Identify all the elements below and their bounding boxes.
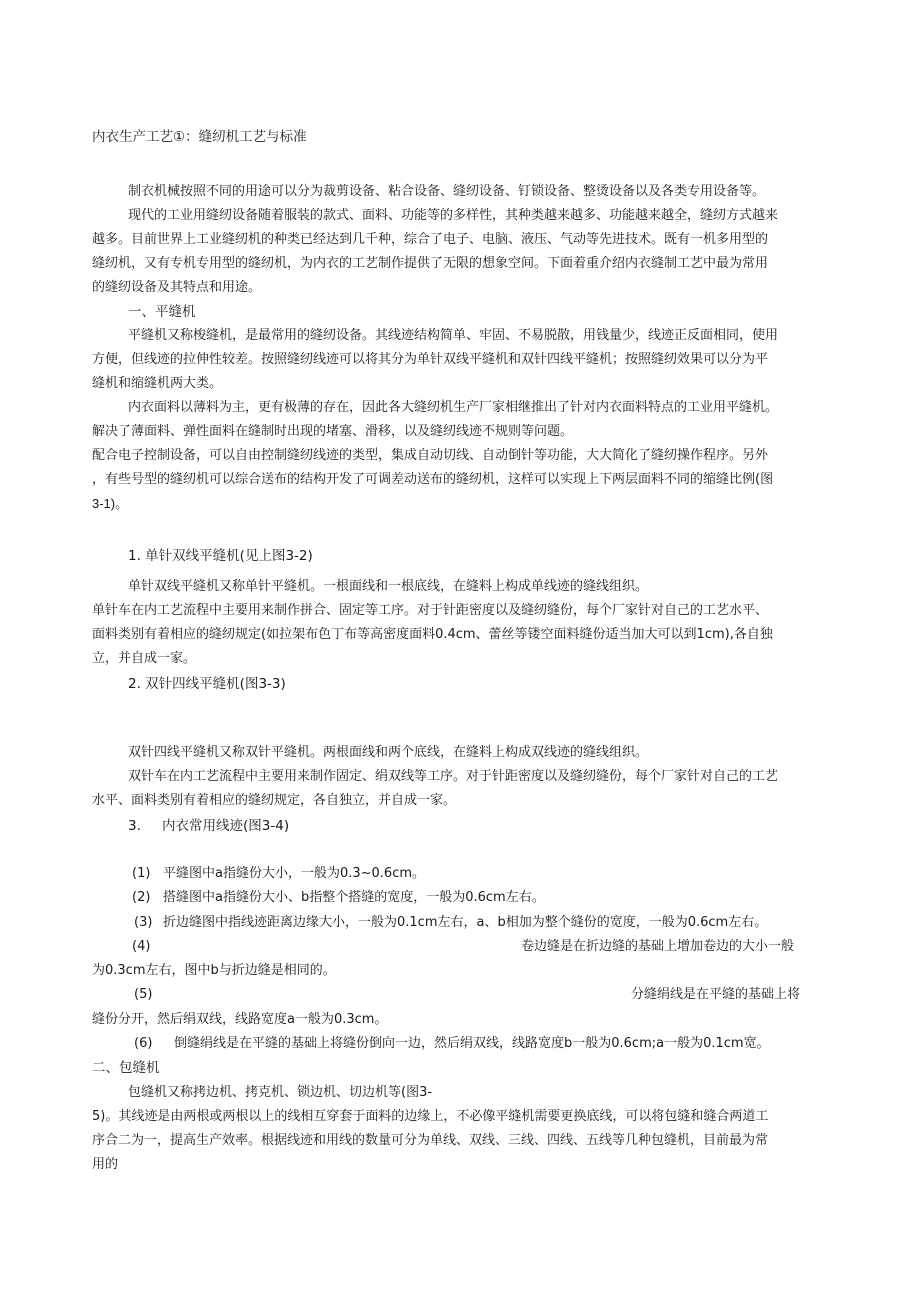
stitch-item-text: 搭缝图中a指缝份大小、b指整个搭缝的宽度，一般为0.6cm左右。: [163, 890, 545, 905]
sub1-paragraph-2-line: 面料类别有着相应的缝纫规定(如拉架布色丁布等高密度面料0.4cm、蕾丝等镂空面料缝份适当加大可以到1cm),各自独: [92, 627, 773, 642]
stitch-item-number: (5): [134, 987, 153, 1002]
intro-paragraph-2-line: 缝纫机，又有专机专用型的缝纫机，为内衣的工艺制作提供了无限的想象空间。下面着重介绍内衣缝制工艺中最为常用: [92, 256, 769, 271]
section1-paragraph-3-line: 3-1)。: [92, 496, 129, 511]
section-heading-overlock: 二、包缝机: [92, 1060, 160, 1076]
sub2-paragraph-1: 双针四线平缝机又称双针平缝机。两根面线和两个底线，在缝料上构成双线迹的缝线组织。: [128, 745, 649, 760]
subsection-heading-stitches: 内衣常用线迹(图3-4): [162, 818, 290, 834]
intro-paragraph-2-line: 现代的工业用缝纫设备随着服装的款式、面料、功能等的多样性，其种类越来越多、功能越来越全，缝纫方式越来: [128, 208, 779, 223]
subsection-heading-single-needle: 1. 单针双线平缝机(见上图3-2): [128, 548, 313, 564]
section1-paragraph-3-line: 配合电子控制设备，可以自由控制缝纫线迹的类型，集成自动切线、自动倒针等功能，大大简化了缝纫操作程序。另外: [92, 448, 769, 463]
section1-paragraph-1-line: 方便，但线迹的拉伸性较差。按照缝纫线迹可以将其分为单针双线平缝机和双针四线平缝机；按照缝纫效果可以分为平: [92, 352, 769, 367]
doc-title: 内衣生产工艺①：缝纫机工艺与标准: [92, 129, 307, 145]
stitch-item-text: 平缝图中a指缝份大小，一般为0.3~0.6cm。: [163, 866, 426, 881]
sub1-paragraph-1: 单针双线平缝机又称单针平缝机。一根面线和一根底线，在缝料上构成单线迹的缝线组织。: [128, 579, 649, 594]
stitch-item-text: 卷边缝是在折边缝的基础上增加卷边的大小一般: [521, 939, 795, 954]
stitch-item-continuation: 为0.3cm左右，图中b与折边缝是相同的。: [92, 963, 336, 978]
section2-paragraph-line: 包缝机又称拷边机、拷克机、锁边机、切边机等(图3-: [128, 1085, 433, 1100]
stitch-item-number: (6): [134, 1036, 153, 1051]
section2-paragraph-line: 5)。其线迹是由两根或两根以上的线相互穿套于面料的边缘上，不必像平缝机需要更换底线，可以将包缝和缝合两道工: [92, 1109, 769, 1124]
stitch-item-continuation: 缝份分开，然后绢双线，线路宽度a一般为0.3cm。: [92, 1012, 388, 1027]
sub2-paragraph-2-line: 水平、面料类别有着相应的缝纫规定，各自独立，并自成一家。: [92, 793, 457, 808]
stitch-item-text: 分缝绢线是在平缝的基础上将: [631, 987, 801, 1002]
intro-paragraph-2-line: 越多。目前世界上工业缝纫机的种类已经达到几千种，综合了电子、电脑、液压、气动等先进技术。既有一机多用型的: [92, 232, 769, 247]
section1-paragraph-2-line: 解决了薄面料、弹性面料在缝制时出现的堵塞、滑移，以及缝纫线迹不规则等问题。: [92, 424, 574, 439]
subsection-heading-number: 3.: [128, 818, 141, 834]
section-heading-flat-sewing: 一、平缝机: [128, 304, 196, 320]
stitch-item-number: (4): [132, 939, 151, 954]
section1-paragraph-3-line: ，有些号型的缝纫机可以综合送布的结构开发了可调差动送布的缝纫机，这样可以实现上下两层面料不同的缩缝比例(图: [92, 472, 774, 487]
stitch-item-number: (3): [134, 915, 153, 930]
sub1-paragraph-2-line: 单针车在内工艺流程中主要用来制作拼合、固定等工序。对于针距密度以及缝纫缝份，每个厂家针对自己的工艺水平、: [92, 603, 769, 618]
section1-paragraph-1-line: 缝机和缩缝机两大类。: [92, 376, 223, 391]
stitch-item-number: (2): [132, 890, 151, 905]
subsection-heading-double-needle: 2. 双针四线平缝机(图3-3): [128, 676, 286, 692]
section1-paragraph-1-line: 平缝机又称梭缝机，是最常用的缝纫设备。其线迹结构简单、牢固、不易脱散，用钱量少，线迹正反面相同，使用: [128, 328, 779, 343]
stitch-item-text: 倒缝绢线是在平缝的基础上将缝份倒向一边，然后绢双线，线路宽度b一般为0.6cm;a一般为0.1cm宽。: [174, 1036, 770, 1051]
sub1-paragraph-2-line: 立，并自成一家。: [92, 651, 197, 666]
intro-paragraph-2-line: 的缝纫设备及其特点和用途。: [92, 280, 262, 295]
stitch-item-text: 折边缝图中指线迹距离边缘大小，一般为0.1cm左右，a、b相加为整个缝份的宽度，一般为0.6cm左右。: [163, 915, 768, 930]
section2-paragraph-line: 序合二为一，提高生产效率。根据线迹和用线的数量可分为单线、双线、三线、四线、五线等几种包缝机，目前最为常: [92, 1133, 769, 1148]
sub2-paragraph-2-line: 双针车在内工艺流程中主要用来制作固定、绢双线等工序。对于针距密度以及缝纫缝份，每个厂家针对自己的工艺: [128, 769, 779, 784]
section2-paragraph-line: 用的: [92, 1157, 119, 1172]
section1-paragraph-2-line: 内衣面料以薄料为主，更有极薄的存在，因此各大缝纫机生产厂家相继推出了针对内衣面料特点的工业用平缝机。: [128, 400, 779, 415]
stitch-item-number: (1): [132, 866, 151, 881]
intro-paragraph-1: 制衣机械按照不同的用途可以分为裁剪设备、粘合设备、缝纫设备、钉锁设备、整烫设备以及各类专用设备等。: [128, 184, 766, 199]
